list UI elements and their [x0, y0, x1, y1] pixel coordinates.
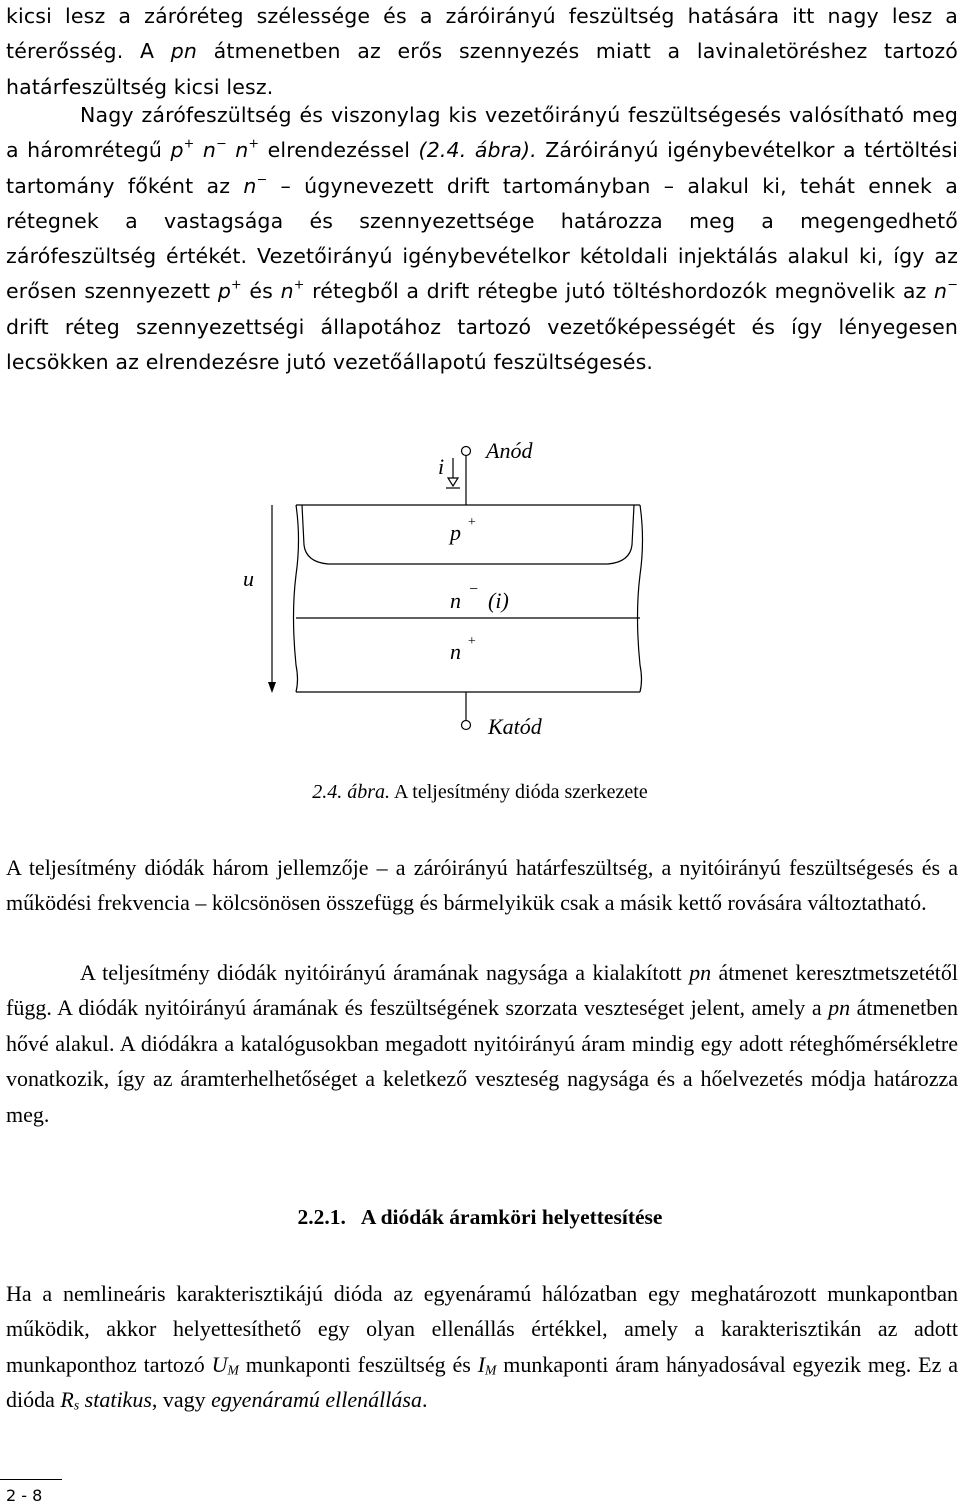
n-drift-note: (i): [488, 588, 509, 613]
voltage-label: u: [243, 566, 254, 591]
svg-text:−: −: [468, 581, 479, 598]
cathode-terminal: [462, 721, 471, 730]
paragraph-2: Nagy zárófeszültség és viszonylag kis vezetőirányú feszültségesés valósítható meg a háromrétegű p+ n− n+ elrendezéssel (2.4. ábra). Záróirányú igénybevételkor a tértöltési tartomány főként az n− – úgynevezett drift tartományban – alakul ki, tehát ennek a rétegnek a vastagsága és szennyezettsége határozza meg a megengedhető zárófeszültség értékét. Vezetőirányú igénybevételkor kétoldali injektálás alakul ki, így az erősen szennyezett p+ és n+ rétegből a drift rétegbe jutó töltéshordozók megnövelik az n− drift réteg szennyezettségi állapotához tartozó vezetőképességét és így lényegesen lecsökken az elrendezésre jutó vezetőállapotú feszültségesés.: [6, 103, 959, 375]
svg-text:+: +: [467, 515, 477, 530]
figure-caption: 2.4. ábra. A teljesítmény dióda szerkezete: [312, 781, 648, 803]
section-heading: 2.2.1. A diódák áramköri helyettesítése: [297, 1205, 663, 1229]
anode-terminal: [462, 447, 471, 456]
p-plus-region: [302, 505, 634, 564]
paragraph-1: kicsi lesz a záróréteg szélessége és a záróirányú feszültség hatására itt nagy lesz a térerősség. A pn átmenetben az erős szennyezés miatt a lavinaletöréshez tartozó határfeszültség kicsi lesz.: [6, 4, 959, 99]
svg-text:+: +: [467, 634, 477, 649]
n-drift-label: n: [450, 588, 461, 613]
current-label: i: [438, 454, 445, 479]
p-layer-label: p: [450, 520, 461, 545]
device-left-edge: [294, 505, 299, 692]
n-plus-label: n: [450, 639, 461, 664]
page-number: 2 - 8: [6, 1486, 43, 1505]
paragraph-3: A teljesítmény diódák három jellemzője – a záróirányú határfeszültség, a nyitóirányú feszültségesés és a működési frekvencia – kölcsönösen összefügg és bármelyikük csak a másik kettő rovására változtatható.: [6, 855, 958, 916]
diode-structure-figure: [0, 430, 960, 760]
cathode-label: Katód: [488, 714, 542, 739]
paragraph-4: A teljesítmény diódák nyitóirányú áramának nagysága a kialakított pn átmenet keresztmetszetétől függ. A diódák nyitóirányú áramának és feszültségének szorzata veszteséget jelent, amely a pn átmenetben hővé alakul. A diódákra a katalógusokban megadott nyitóirányú áram mindig egy adott réteghőmérsékletre vonatkozik, így az áramterhelhetőséget a keletkező veszteség nagysága és a hőelvezetés módja határozza meg.: [6, 960, 958, 1127]
footer-rule: [0, 1479, 62, 1480]
device-right-edge: [638, 505, 643, 692]
paragraph-5: Ha a nemlineáris karakterisztikájú dióda az egyenáramú hálózatban egy meghatározott munkapontban működik, akkor helyettesíthető egy olyan ellenállás értékkel, amely a karakterisztikán az adott munkaponthoz tartozó $U_M$ munkaponti feszültség és $I_M$ munkaponti áram hányadosával egyezik meg. Ez a dióda $R_s$ statikus, vagy egyenáramú ellenállása.: [6, 1281, 958, 1413]
anode-label: Anód: [486, 438, 533, 463]
